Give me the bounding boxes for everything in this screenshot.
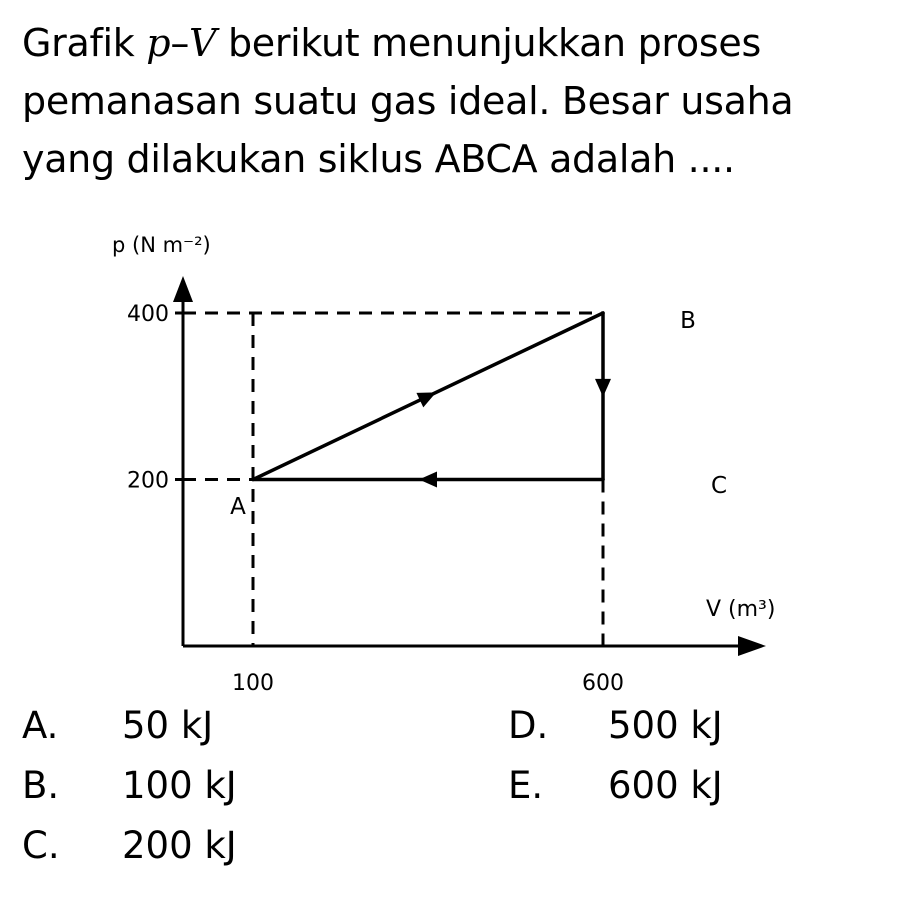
x-axis-arrow-icon [738, 636, 766, 656]
y-tick-label: 400 [127, 302, 169, 327]
axes [173, 276, 766, 656]
x-tick-label: 600 [582, 671, 624, 696]
arrow-C-A-icon [419, 472, 437, 488]
y-axis-arrow-icon [173, 276, 193, 302]
point-label-c: C [710, 473, 728, 499]
chart-labels [112, 233, 775, 696]
option-b[interactable]: B. 100 kJ [22, 764, 237, 807]
option-c[interactable]: C. 200 kJ [22, 824, 237, 867]
point-label-a: A [230, 494, 246, 520]
option-d[interactable]: D. 500 kJ [508, 704, 723, 747]
option-e[interactable]: E. 600 kJ [508, 764, 723, 807]
point-label-b: B [680, 308, 696, 334]
y-tick-label: 200 [127, 468, 169, 494]
option-a[interactable]: A. 50 kJ [22, 704, 214, 747]
x-tick-label: 100 [232, 671, 274, 696]
x-axis-label: V (m³) [706, 597, 776, 622]
cycle-lines [253, 313, 611, 488]
arrow-B-C-icon [595, 379, 611, 397]
question-text: Grafik p–V berikut menunjukkan proses pemanasan suatu gas ideal. Besar usaha yang dilakukan siklus ABCA adalah .... [22, 21, 794, 181]
y-axis-label: p (N m⁻²) [112, 233, 211, 257]
